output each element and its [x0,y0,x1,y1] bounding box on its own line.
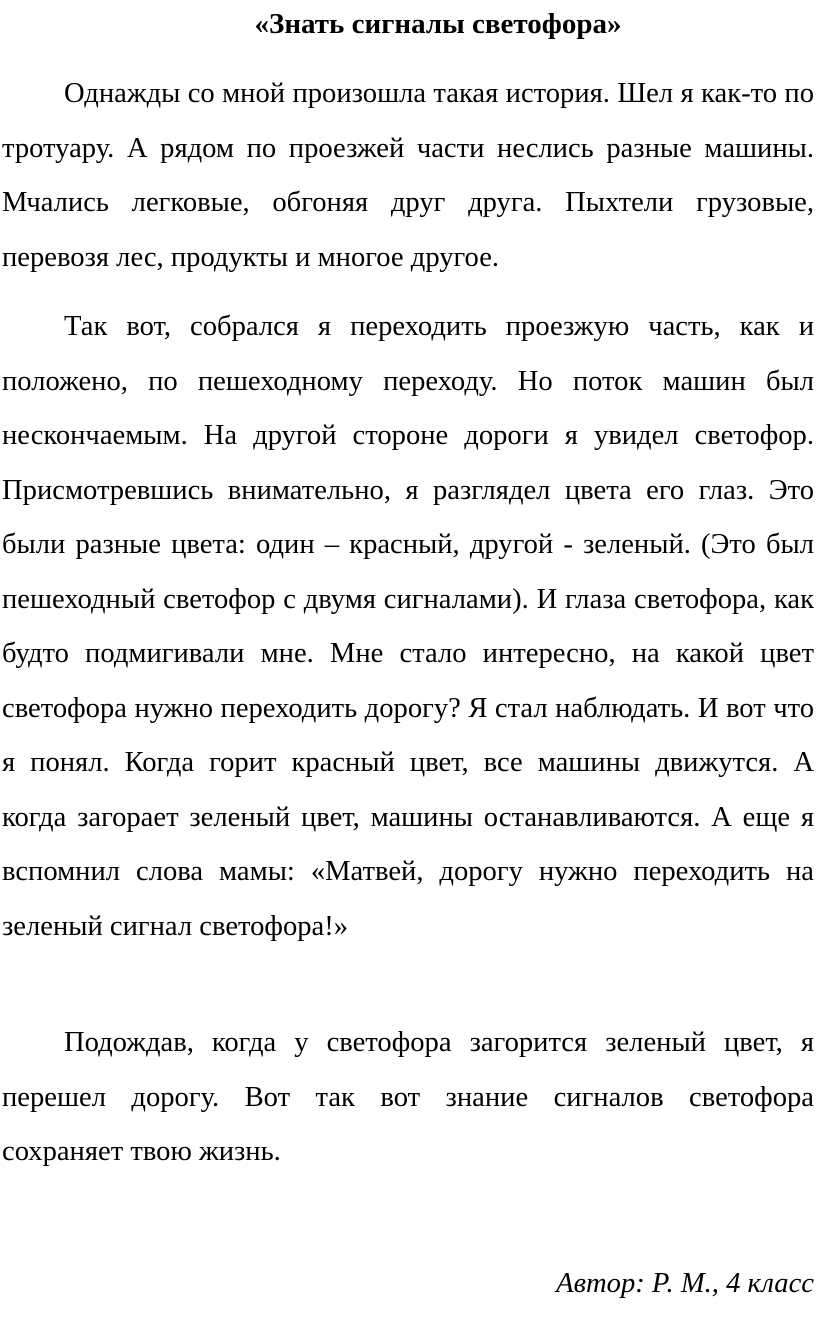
paragraph-3: Подождав, когда у светофора загорится зеленый цвет, я перешел дорогу. Вот так вот знание сигналов светофора сохраняет твою жизнь. [2,1027,814,1167]
document-title: «Знать сигналы светофора» [254,8,622,40]
author-signature: Автор: Р. М., 4 класс [556,1268,814,1299]
paragraph-1: Однажды со мной произошла такая история. Шел я как-то по тротуару. А рядом по проезжей части неслись разные машины. Мчались легковые, обгоняя друг друга. Пыхтели грузовые, перевозя лес, продукты и многое другое. [2,78,814,273]
paragraph-2: Так вот, собрался я переходить проезжую часть, как и положено, по пешеходному переходу. Но поток машин был нескончаемым. На другой стороне дороги я увидел светофор. Присмотревшись внимательно, я разглядел цвета его глаз. Это были разные цвета: один – красный, другой - зеленый. (Это был пешеходный светофор с двумя сигналами). И глаза светофора, как будто подмигивали мне. Мне стало интересно, на какой цвет светофора нужно переходить дорогу? Я стал наблюдать. И вот что я понял. Когда горит красный цвет, все машины движутся. А когда загорает зеленый цвет, машины останавливаются. А еще я вспомнил слова мамы: «Матвей, дорогу нужно переходить на зеленый сигнал светофора!» [2,311,814,942]
